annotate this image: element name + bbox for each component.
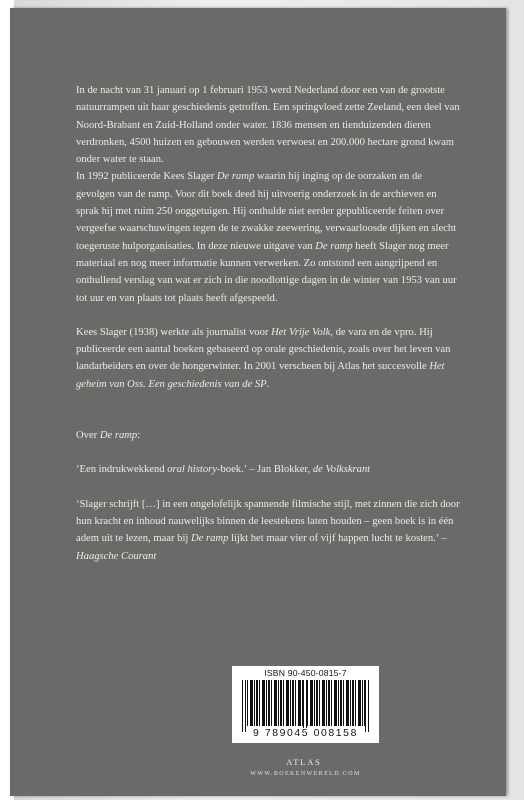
text-segment: lijkt het maar vier of vijf happen lucht te kosten.’ – — [228, 533, 447, 545]
text-segment: ‘Slager schrijft […] in een ongelofelijk spannende filmische stijl, met zinnen die zich door hun kracht en inhoud nauwelijks binnen de leestekens laten houden – geen boek is in één adem uit te lezen, maar bij — [76, 498, 460, 545]
paragraph-book — [76, 168, 460, 306]
text-segment: , de vara en de vpro. Hij publiceerde een aantal boeken gebaseerd op orale geschiedenis, zoals over het leven van landarbeiders en over de hongerwinter. In 2001 verscheen bij Atlas het succesvolle — [76, 326, 451, 373]
text-segment: In 1992 publiceerde Kees Slager — [76, 171, 217, 183]
book-title: De ramp — [315, 240, 353, 252]
barcode-guard-center — [303, 680, 307, 732]
review-quote-haagsche — [76, 496, 460, 565]
publisher-logo: ATLAS — [286, 757, 322, 767]
paragraph-disaster-text: In de nacht van 31 januari op 1 februari 1953 werd Nederland door een van de grootste natuurrampen uit haar geschiedenis getroffen. Een springvloed zette Zeeland, een deel van Noord-Brabant en Zuid-Holland onder water. 1836 mensen en tienduizenden dieren verdronken, 4500 huizen en gebouwen werden verwoest en 200.000 hectare grond kwam onder water te staan. — [76, 85, 460, 166]
isbn-barcode — [232, 666, 379, 743]
paragraph-author — [76, 324, 460, 393]
isbn-label: ISBN 90-450-0815-7 — [264, 668, 347, 678]
text-segment: -boek.’ – Jan Blokker, — [216, 464, 313, 476]
text-segment: waarin hij inging op de oorzaken en de gevolgen van de ramp. Voor dit boek deed hij uitvoerig onderzoek in de archieven en sprak hij met ruim 250 ooggetuigen. Hij onthulde niet eerder gepubliceerde feiten over vergeefse waarschuwingen tegen de te zwakke zeewering, verwaarloosde dijken en slecht toegeruste hulporganisaties. In deze nieuwe uitgave van — [76, 171, 457, 252]
ean-digits: 9 789045 008158 — [253, 728, 358, 739]
text-segment: heeft Slager nog meer materiaal en nog meer informatie kunnen verwerken. Zo ontstond een aangrijpend en onthullend verslag van wat er zich in die noodlottige dagen in de winter van 1953 van uur tot uur en van plaats tot plaats heeft afgespeeld. — [76, 240, 457, 304]
barcode-guard-left — [242, 680, 246, 732]
review-quote-volkskrant — [76, 461, 460, 478]
book-title: Het geheim van Oss. Een geschiedenis van de SP — [76, 361, 445, 390]
reviews-heading — [76, 427, 460, 444]
emphasis: oral history — [167, 464, 217, 476]
publisher-website: WWW.BOEKENWERELD.COM — [250, 771, 361, 777]
review-source: de Volkskrant — [312, 464, 371, 476]
text-segment: . — [266, 378, 270, 390]
newspaper-title: Het Vrije Volk — [271, 326, 331, 338]
review-source: Haagsche Courant — [76, 550, 157, 562]
barcode-guard-right — [365, 680, 369, 732]
book-title: De ramp — [191, 533, 229, 545]
blurb-text — [76, 82, 460, 565]
ean-number — [232, 728, 379, 739]
text-segment: Over — [76, 430, 100, 442]
text-segment: ‘Een indrukwekkend — [76, 464, 168, 476]
book-title: De ramp — [99, 430, 138, 442]
text-segment: Kees Slager (1938) werkte als journalist voor — [76, 326, 272, 338]
paragraph-disaster — [76, 82, 460, 168]
book-title: De ramp — [216, 171, 255, 183]
text-segment: : — [137, 430, 141, 442]
